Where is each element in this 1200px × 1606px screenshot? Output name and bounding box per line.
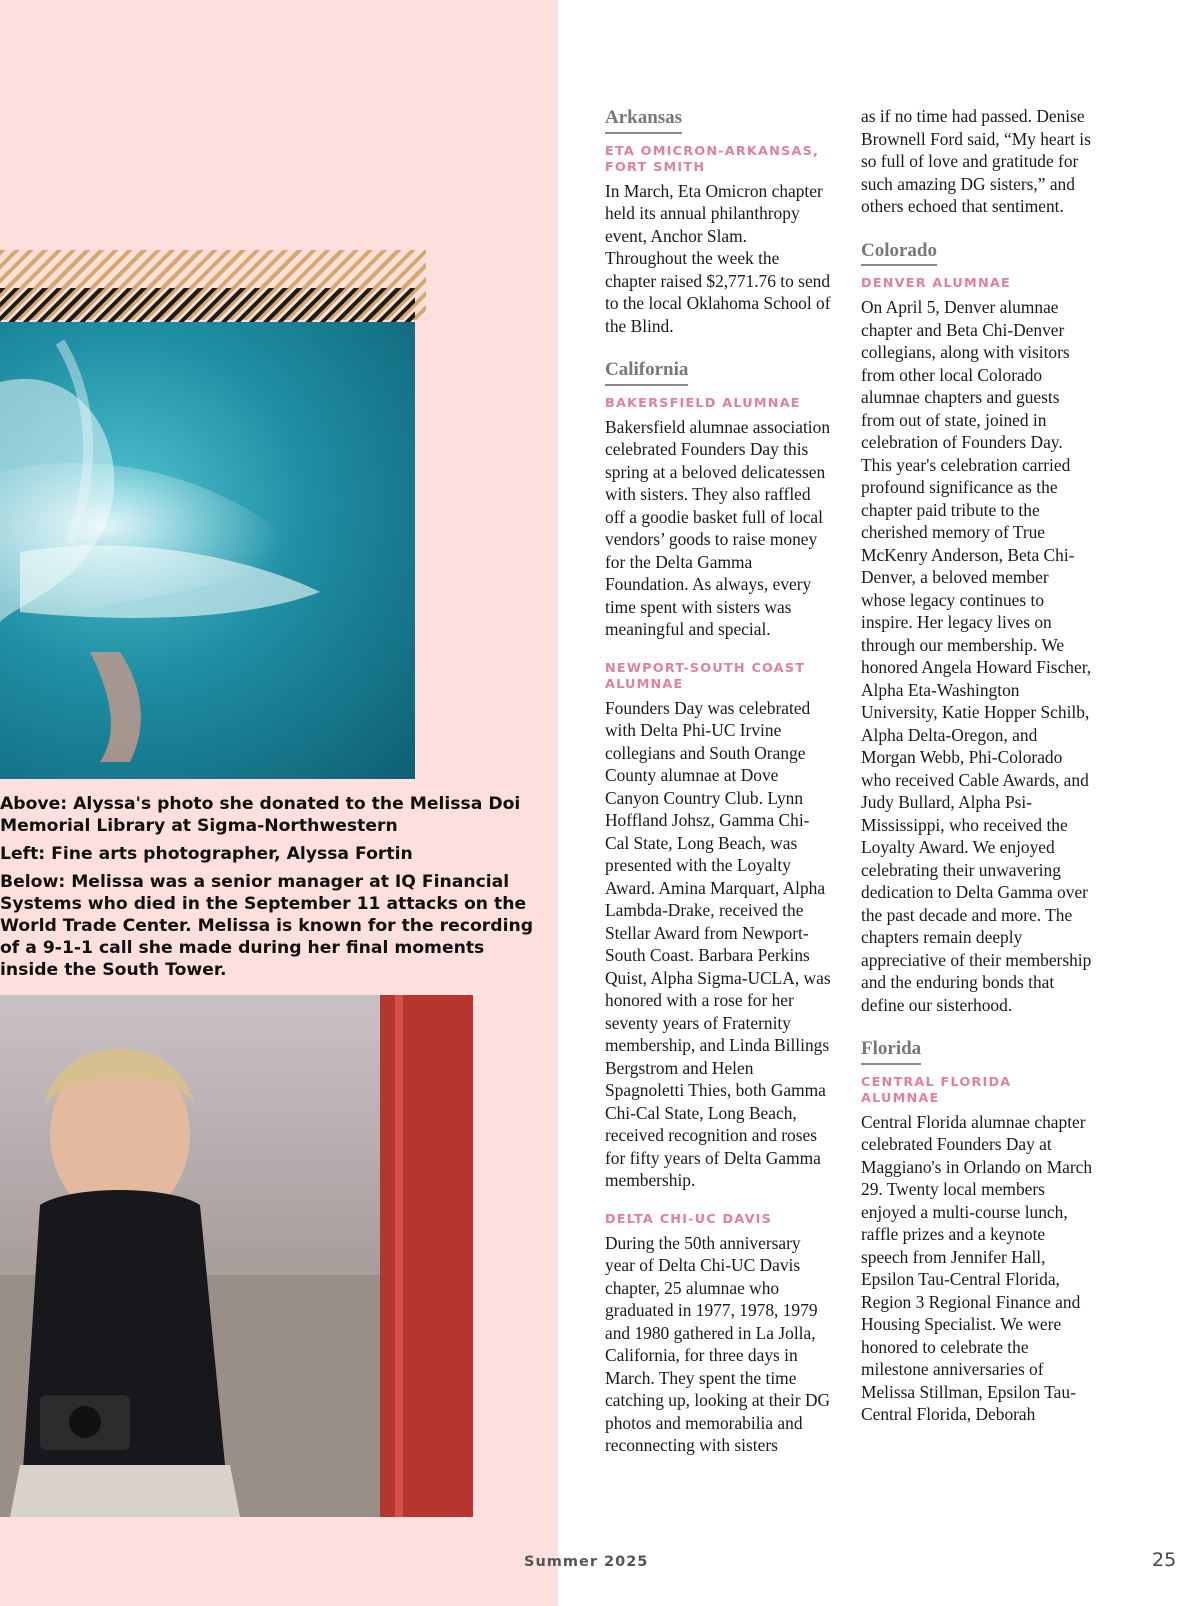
chapter-heading-bakersfield: BAKERSFIELD ALUMNAE — [605, 395, 801, 411]
caption-above: Above: Alyssa's photo she donated to the Melissa Doi Memorial Library at Sigma-Northwestern — [0, 794, 521, 836]
chapter-heading-eta-omicron: ETA OMICRON-ARKANSAS, FORT SMITH — [605, 143, 820, 175]
decorative-stripes-dark — [0, 288, 415, 324]
caption-below: Below: Melissa was a senior manager at IQ Financial Systems who died in the September 11 attacks on the World Trade Center. Melissa is known for the recording of a 9-1-1 call she made during her final moments inside the South Tower. — [0, 872, 534, 980]
state-heading-colorado: Colorado — [861, 240, 937, 267]
underwater-veil-photo — [0, 322, 415, 779]
page-number: 25 — [1152, 1549, 1177, 1571]
state-heading-california: California — [605, 359, 688, 386]
article-column-2 — [861, 105, 1093, 1446]
article-column-1 — [605, 105, 833, 1477]
portrait-illustration — [0, 995, 473, 1517]
chapter-heading-denver: DENVER ALUMNAE — [861, 276, 1011, 291]
chapter-heading-newport: NEWPORT-SOUTH COAST ALUMNAE — [605, 660, 806, 692]
caption-left: Left: Fine arts photographer, Alyssa Fortin — [0, 844, 413, 864]
chapter-heading-central-florida: CENTRAL FLORIDA ALUMNAE — [861, 1074, 1012, 1106]
chapter-heading-delta-chi: DELTA CHI-UC DAVIS — [605, 1211, 773, 1227]
portrait-photographer-photo — [0, 995, 473, 1517]
chapter-report-delta-chi: During the 50th anniversary year of Delta Chi-UC Davis chapter, 25 alumnae who graduated in 1977, 1978, 1979 and 1980 gathered in La Jolla, California, for three days in March. They spent the time catching up, looking at their DG photos and memorabilia and reconnecting with sisters — [605, 1232, 831, 1455]
chapter-report-denver: On April 5, Denver alumnae chapter and Beta Chi-Denver collegians, along with visitors from other local Colorado alumnae chapters and guests from out of state, joined in celebration of Founders Day. This year's celebration carried profound significance as the chapter paid tribute to the cherished memory of True McKenry Anderson, Beta Chi-Denver, a beloved member whose legacy continues to inspire. Her legacy lives on through our membership. We honored Angela Howard Fischer, Alpha Eta-Washington University, Katie Hopper Schilb, Alpha Delta-Oregon, and Morgan Webb, Phi-Colorado who received Cable Awards, and Judy Bullard, Alpha Psi-Mississippi, who received the Loyalty Award. We enjoyed celebrating their unwavering dedication to Delta Gamma over the past decade and more. The chapters remain deeply appreciative of their membership and the enduring bonds that define our sisterhood. — [861, 297, 1092, 1015]
issue-label: Summer 2025 — [524, 1554, 649, 1570]
chapter-report-bakersfield: Bakersfield alumnae association celebrated Founders Day this spring at a beloved delicatessen with sisters. They also raffled off a goodie basket full of local vendors’ goods to raise money for the Delta Gamma Foundation. As always, every time spent with sisters was meaningful and special. — [605, 416, 831, 639]
chapter-report-eta-omicron: In March, Eta Omicron chapter held its annual philanthropy event, Anchor Slam. Throughout the week the chapter raised $2,771.76 to send to the local Oklahoma School of the Blind. — [605, 180, 831, 336]
photo-captions — [0, 793, 540, 987]
chapter-report-newport: Founders Day was celebrated with Delta Phi-UC Irvine collegians and South Orange County alumnae at Dove Canyon Country Club. Lynn Hoffland Johsz, Gamma Chi-Cal State, Long Beach, was presented with the Loyalty Award. Amina Marquart, Alpha Lambda-Drake, received the Stellar Award from Newport-South Coast. Barbara Perkins Quist, Alpha Sigma-UCLA, was honored with a rose for her seventy years of Fraternity membership, and Linda Billings Bergstrom and Helen Spagnoletti Thies, both Gamma Chi-Cal State, Long Beach, received recognition and roses for fifty years of Delta Gamma membership. — [605, 697, 831, 1190]
state-heading-arkansas: Arkansas — [605, 107, 682, 134]
veil-illustration — [0, 322, 415, 779]
state-heading-florida: Florida — [861, 1038, 921, 1065]
chapter-report-central-florida: Central Florida alumnae chapter celebrated Founders Day at Maggiano's in Orlando on March 29. Twenty local members enjoyed a multi-course lunch, raffle prizes and a keynote speech from Jennifer Hall, Epsilon Tau-Central Florida, Region 3 Regional Finance and Housing Specialist. We were honored to celebrate the milestone anniversaries of Melissa Stillman, Epsilon Tau-Central Florida, Deborah — [861, 1111, 1093, 1424]
chapter-report-delta-chi-continued: as if no time had passed. Denise Brownell Ford said, “My heart is so full of love and gratitude for such amazing DG sisters,” and others echoed that sentiment. — [861, 106, 1091, 216]
